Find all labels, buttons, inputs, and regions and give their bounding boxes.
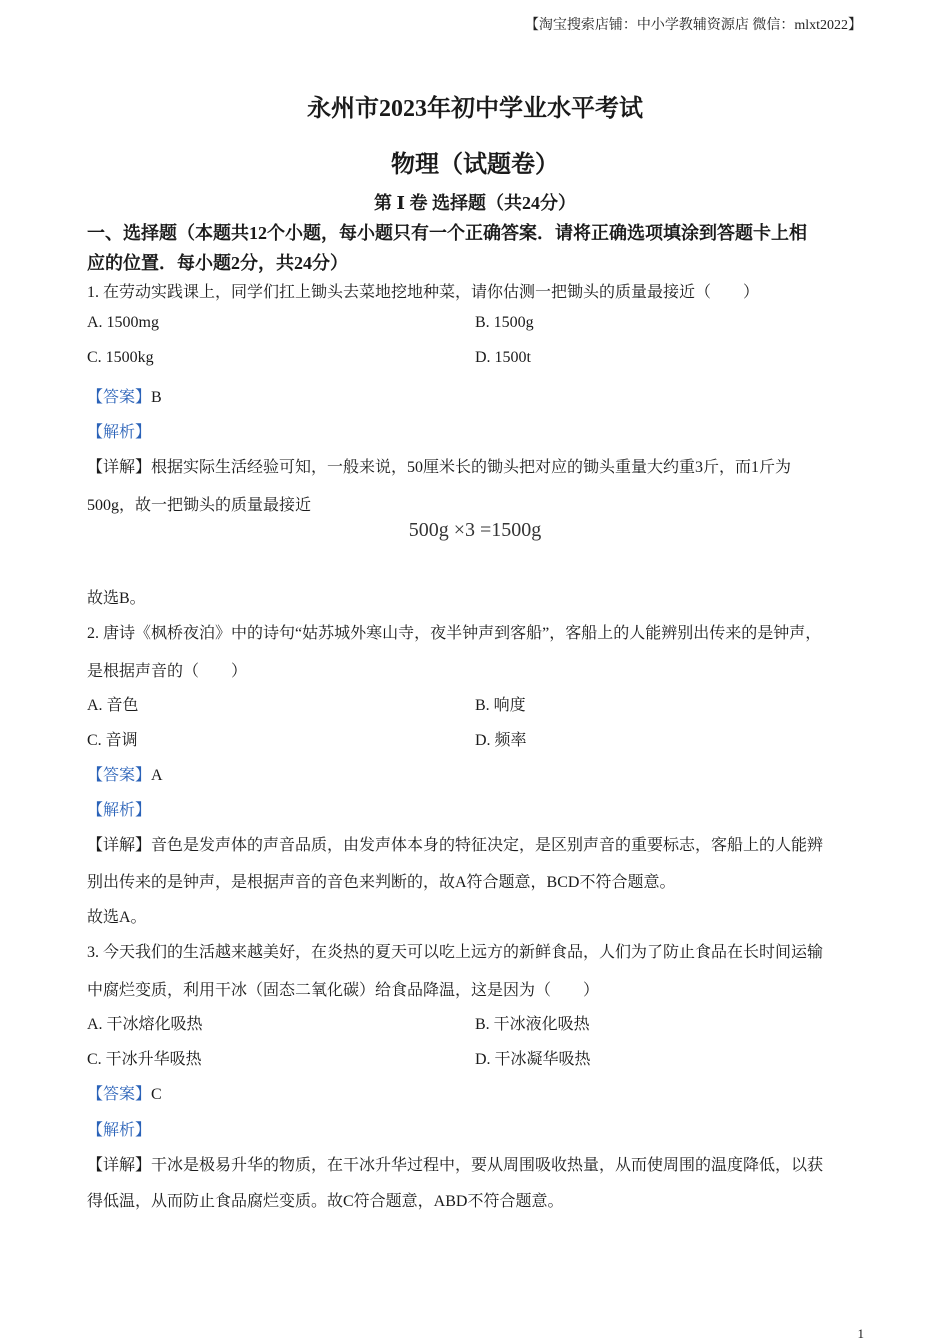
detail-label: 【详解】 bbox=[87, 837, 152, 854]
detail-label: 【详解】 bbox=[87, 1157, 152, 1174]
question-1-formula: 500g ×3 =1500g bbox=[408, 519, 542, 541]
question-2-conclusion: 故选A。 bbox=[87, 909, 147, 926]
question-2-option-c: C. 音调 bbox=[87, 732, 138, 749]
question-1-analysis-label: 【解析】 bbox=[87, 424, 152, 441]
question-2-detail-line2: 别出传来的是钟声，是根据声音的音色来判断的，故A符合题意，BCD不符合题意。 bbox=[87, 874, 676, 891]
question-3-analysis-label: 【解析】 bbox=[87, 1122, 152, 1139]
answer-value: A bbox=[151, 767, 163, 784]
header-note: 【淘宝搜索店铺：中小学教辅资源店 微信：mlxt2022】 bbox=[524, 18, 862, 33]
question-1-answer bbox=[87, 384, 162, 407]
question-3-option-d: D. 干冰凝华吸热 bbox=[475, 1051, 591, 1068]
question-3-option-b: B. 干冰液化吸热 bbox=[475, 1016, 590, 1033]
page-number: 1 bbox=[857, 1326, 864, 1341]
question-2-analysis-label: 【解析】 bbox=[87, 802, 152, 819]
question-2-stem-line1: 2. 唐诗《枫桥夜泊》中的诗句“姑苏城外寒山寺，夜半钟声到客船”，客船上的人能辨别出传来的是钟声， bbox=[87, 625, 822, 642]
question-2-stem-line2: 是根据声音的（ ） bbox=[87, 663, 248, 680]
question-1-conclusion: 故选B。 bbox=[87, 590, 146, 607]
question-3-answer bbox=[87, 1081, 162, 1104]
question-3-stem-line1: 3. 今天我们的生活越来越美好，在炎热的夏天可以吃上远方的新鲜食品，人们为了防止食品在长时间运输 bbox=[87, 944, 824, 961]
section-heading-line1: 一、选择题（本题共12个小题，每小题只有一个正确答案．请将正确选项填涂到答题卡上相 bbox=[87, 223, 807, 243]
answer-label: 【答案】 bbox=[87, 389, 152, 406]
question-1-stem: 1. 在劳动实践课上，同学们扛上锄头去菜地挖地种菜，请你估测一把锄头的质量最接近（ ） bbox=[87, 284, 760, 301]
question-3-option-a: A. 干冰熔化吸热 bbox=[87, 1016, 203, 1033]
exam-title: 永州市2023年初中学业水平考试 bbox=[307, 96, 643, 122]
question-3-stem-line2: 中腐烂变质，利用干冰（固态二氧化碳）给食品降温，这是因为（ ） bbox=[87, 982, 600, 999]
question-1-detail-line1 bbox=[87, 454, 791, 477]
question-2-option-a: A. 音色 bbox=[87, 697, 139, 714]
detail-text: 音色是发声体的声音品质，由发声体本身的特征决定，是区别声音的重要标志，客船上的人能辨 bbox=[151, 837, 824, 854]
answer-label: 【答案】 bbox=[87, 767, 152, 784]
question-3-detail-line1 bbox=[87, 1152, 823, 1175]
detail-text: 根据实际生活经验可知，一般来说，50厘米长的锄头把对应的锄头重量大约重3斤，而1斤为 bbox=[151, 459, 792, 476]
answer-value: B bbox=[151, 389, 162, 406]
question-3-option-c: C. 干冰升华吸热 bbox=[87, 1051, 202, 1068]
question-1-option-c: C. 1500kg bbox=[87, 349, 154, 366]
question-2-option-d: D. 频率 bbox=[475, 732, 527, 749]
answer-value: C bbox=[151, 1086, 162, 1103]
detail-text: 干冰是极易升华的物质，在干冰升华过程中，要从周围吸收热量，从而使周围的温度降低，以获 bbox=[151, 1157, 824, 1174]
answer-label: 【答案】 bbox=[87, 1086, 152, 1103]
question-2-option-b: B. 响度 bbox=[475, 697, 526, 714]
question-1-option-a: A. 1500mg bbox=[87, 314, 159, 331]
detail-label: 【详解】 bbox=[87, 459, 152, 476]
exam-subtitle: 物理（试题卷） bbox=[391, 152, 559, 178]
section-heading-line2: 应的位置．每小题2分，共24分） bbox=[87, 253, 348, 273]
part-title: 第 Ⅰ 卷 选择题（共24分） bbox=[374, 193, 576, 213]
question-1-option-d: D. 1500t bbox=[475, 349, 531, 366]
question-3-detail-line2: 得低温，从而防止食品腐烂变质。故C符合题意，ABD不符合题意。 bbox=[87, 1193, 564, 1210]
question-1-option-b: B. 1500g bbox=[475, 314, 534, 331]
question-2-answer bbox=[87, 762, 163, 785]
question-1-detail-line2: 500g，故一把锄头的质量最接近 bbox=[87, 497, 312, 514]
question-2-detail-line1 bbox=[87, 832, 823, 855]
